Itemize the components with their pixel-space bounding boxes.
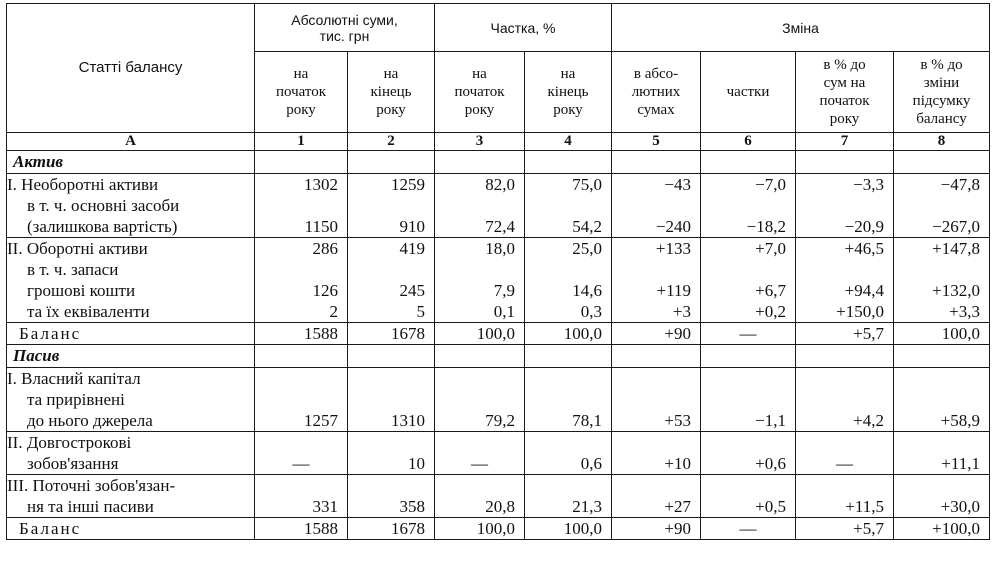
column-number: 5 (612, 133, 701, 151)
column-number: А (7, 133, 255, 151)
value-cell (255, 323, 348, 345)
cell-value: +53 (664, 411, 691, 430)
value-cell (525, 368, 612, 432)
cell-value: 910 (399, 217, 425, 236)
row-label-line: ня та інші пасиви (27, 497, 154, 516)
cell-value: +3 (672, 302, 691, 321)
cell-value: 358 (399, 497, 425, 516)
subheader-line: на (293, 66, 309, 82)
cell-value: −3,3 (853, 175, 884, 194)
cell-value: +11,1 (941, 454, 980, 473)
cell-value: +3,3 (949, 302, 980, 321)
subheader-col-4 (525, 52, 612, 133)
value-cell (612, 368, 701, 432)
cell-value (525, 368, 611, 389)
cell-value (435, 432, 524, 453)
value-cell (255, 368, 348, 432)
value-cell (796, 323, 894, 345)
value-cell (525, 432, 612, 475)
cell-value: −240 (655, 217, 691, 236)
value-cell (701, 323, 796, 345)
cell-value: +58,9 (940, 411, 980, 430)
value-cell (525, 475, 612, 518)
cell-value (255, 389, 347, 410)
total-row (7, 323, 990, 345)
cell-value: −18,2 (746, 217, 786, 236)
value-cell (435, 475, 525, 518)
subheader-line: початок (275, 84, 327, 100)
table-row (7, 174, 990, 238)
header-absolute-sums: Абсолютні суми, тис. грн (255, 4, 435, 52)
subheader-line: року (553, 102, 583, 118)
empty-cell (796, 345, 894, 368)
value-cell (525, 323, 612, 345)
subheader-col-2 (348, 52, 435, 133)
cell-value (435, 368, 524, 389)
value-cell (255, 518, 348, 540)
value-cell (348, 432, 435, 475)
column-number: 1 (255, 133, 348, 151)
row-label (7, 323, 255, 345)
table-row (7, 432, 990, 475)
cell-value: +150,0 (836, 302, 884, 321)
cell-value: +30,0 (940, 497, 980, 516)
cell-value: +7,0 (755, 239, 786, 258)
cell-value: +94,4 (844, 281, 884, 300)
subheader-line: кінець (370, 84, 412, 100)
cell-value (255, 368, 347, 389)
cell-value: +0,6 (755, 454, 786, 473)
row-label-line: Баланс (19, 324, 82, 343)
cell-value: −47,8 (940, 175, 980, 194)
cell-value: 100,0 (476, 519, 515, 538)
column-number: 6 (701, 133, 796, 151)
subheader-line: балансу (916, 111, 967, 127)
cell-value: 75,0 (572, 175, 602, 194)
cell-value (612, 475, 700, 496)
subheader-line: на (472, 66, 487, 82)
cell-value: +11,5 (845, 497, 884, 516)
cell-value (348, 368, 434, 389)
cell-value: +90 (664, 519, 691, 538)
empty-cell (701, 151, 796, 174)
column-number: 8 (894, 133, 990, 151)
value-cell (894, 323, 990, 345)
cell-value (435, 389, 524, 410)
cell-value (894, 259, 989, 280)
value-cell (255, 475, 348, 518)
cell-value: +147,8 (932, 239, 980, 258)
value-cell (701, 475, 796, 518)
cell-value (255, 432, 347, 453)
subheader-line: року (286, 102, 316, 118)
cell-value (701, 368, 795, 389)
cell-value: 2 (329, 302, 338, 321)
cell-value: −43 (664, 175, 691, 194)
cell-value (701, 259, 795, 280)
value-cell (796, 368, 894, 432)
subheader-line: року (376, 102, 406, 118)
cell-value: 18,0 (485, 239, 515, 258)
row-label-line: II. Оборотні активи (7, 239, 148, 258)
value-cell (894, 174, 990, 238)
empty-cell (612, 345, 701, 368)
cell-value (796, 432, 893, 453)
empty-cell (894, 151, 990, 174)
row-label (7, 368, 255, 432)
value-cell (796, 475, 894, 518)
balance-analysis-table (6, 3, 990, 540)
empty-cell (796, 151, 894, 174)
empty-cell (612, 151, 701, 174)
cell-value: 100,0 (563, 519, 602, 538)
value-cell (525, 174, 612, 238)
value-cell (435, 238, 525, 323)
row-label-line: II. Довгострокові (7, 433, 132, 452)
cell-value: 1259 (391, 175, 425, 194)
cell-value: 1678 (391, 519, 425, 538)
cell-value (525, 195, 611, 216)
subheader-line: підсумку (912, 93, 971, 109)
subheader-col-5 (612, 52, 701, 133)
cell-value (612, 195, 700, 216)
value-cell (348, 323, 435, 345)
value-cell (348, 174, 435, 238)
cell-value: +6,7 (755, 281, 786, 300)
row-label (7, 432, 255, 475)
cell-value (701, 389, 795, 410)
cell-value: 100,0 (476, 324, 515, 343)
subheader-line: сум на (823, 75, 866, 91)
value-cell (435, 432, 525, 475)
value-cell (701, 174, 796, 238)
row-label (7, 518, 255, 540)
value-cell (348, 518, 435, 540)
cell-value: 72,4 (485, 217, 515, 236)
cell-value: 0,6 (580, 454, 602, 473)
subheader-line: зміни (923, 75, 960, 91)
subheader-line: лютних (631, 84, 681, 100)
row-label-line: (залишкова вартість) (27, 217, 178, 236)
cell-value (435, 475, 524, 496)
value-cell (701, 518, 796, 540)
cell-value: 1678 (391, 324, 425, 343)
cell-value (701, 432, 795, 453)
section-row (7, 151, 990, 174)
cell-value (348, 259, 434, 280)
value-cell (612, 238, 701, 323)
cell-value (525, 475, 611, 496)
cell-value: 5 (416, 302, 425, 321)
section-row (7, 345, 990, 368)
cell-value: 1588 (304, 324, 338, 343)
table-row (7, 238, 990, 323)
cell-value (796, 259, 893, 280)
subheader-col-7 (796, 52, 894, 133)
cell-value: 82,0 (485, 175, 515, 194)
cell-value (796, 195, 893, 216)
cell-value (701, 195, 795, 216)
table-row (7, 475, 990, 518)
value-cell (435, 174, 525, 238)
empty-cell (348, 345, 435, 368)
value-cell (701, 368, 796, 432)
subheader-line: року (829, 111, 860, 127)
cell-value (894, 368, 989, 389)
cell-value: +27 (664, 497, 691, 516)
cell-value (525, 432, 611, 453)
cell-value: +0,5 (755, 497, 786, 516)
subheader-col-3 (435, 52, 525, 133)
cell-value: 10 (408, 454, 425, 473)
subheader-col-8 (894, 52, 990, 133)
subheader-line: початок (819, 93, 870, 109)
value-cell (525, 238, 612, 323)
cell-value (348, 432, 434, 453)
value-cell (348, 238, 435, 323)
cell-value: −1,1 (755, 411, 786, 430)
cell-value (894, 389, 989, 410)
header-change: Зміна (612, 4, 990, 52)
cell-value (894, 432, 989, 453)
empty-cell (701, 345, 796, 368)
row-label-line: та прирівнені (27, 390, 125, 409)
cell-value (612, 389, 700, 410)
row-label-line: в т. ч. основні засоби (27, 196, 180, 215)
value-cell (894, 368, 990, 432)
row-label-line: Баланс (19, 519, 82, 538)
cell-value: 21,3 (572, 497, 602, 516)
subheader-col-6 (701, 52, 796, 133)
empty-cell (525, 345, 612, 368)
empty-cell (348, 151, 435, 174)
cell-value: −20,9 (844, 217, 884, 236)
cell-value: +46,5 (844, 239, 884, 258)
cell-value (612, 432, 700, 453)
cell-value (435, 259, 524, 280)
header-balance-items: Статті балансу (7, 4, 255, 133)
value-cell (435, 323, 525, 345)
row-label-line: III. Поточні зобов'язан- (7, 476, 176, 495)
cell-value: −267,0 (932, 217, 980, 236)
value-cell (348, 368, 435, 432)
row-label-line: в т. ч. запаси (27, 260, 119, 279)
row-label (7, 174, 255, 238)
cell-value: 79,2 (485, 411, 515, 430)
value-cell (525, 518, 612, 540)
value-cell (894, 432, 990, 475)
cell-value (255, 195, 347, 216)
subheader-line: частки (726, 84, 770, 100)
cell-value: +100,0 (932, 519, 980, 538)
value-cell (612, 432, 701, 475)
row-label-line: зобов'язання (27, 454, 119, 473)
cell-value: +5,7 (853, 519, 884, 538)
value-cell (348, 475, 435, 518)
cell-value: — (739, 324, 757, 343)
value-cell (796, 518, 894, 540)
cell-value: 20,8 (485, 497, 515, 516)
cell-value (894, 475, 989, 496)
empty-cell (525, 151, 612, 174)
row-label-line: I. Власний капітал (7, 369, 141, 388)
cell-value: 25,0 (572, 239, 602, 258)
subheader-line: в % до (823, 57, 866, 73)
column-number: 4 (525, 133, 612, 151)
value-cell (796, 432, 894, 475)
cell-value: 7,9 (493, 281, 515, 300)
value-cell (255, 238, 348, 323)
value-cell (612, 323, 701, 345)
subheader-col-1 (255, 52, 348, 133)
cell-value: 286 (312, 239, 338, 258)
value-cell (796, 238, 894, 323)
cell-value: — (739, 519, 757, 538)
cell-value: 0,1 (493, 302, 515, 321)
subheader-line: на (383, 66, 399, 82)
cell-value (348, 389, 434, 410)
subheader-line: сумах (637, 102, 675, 118)
value-cell (894, 238, 990, 323)
cell-value: 1257 (304, 411, 338, 430)
cell-value: +4,2 (853, 411, 884, 430)
total-row (7, 518, 990, 540)
subheader-line: початок (454, 84, 505, 100)
cell-value (701, 475, 795, 496)
row-label-line: до нього джерела (27, 411, 153, 430)
column-number: 7 (796, 133, 894, 151)
cell-value (525, 259, 611, 280)
section-label: Пасив (7, 345, 255, 368)
cell-value: +90 (664, 324, 691, 343)
cell-value: 78,1 (572, 411, 602, 430)
value-cell (435, 518, 525, 540)
subheader-line: в % до (920, 57, 963, 73)
empty-cell (894, 345, 990, 368)
cell-value: 100,0 (563, 324, 602, 343)
value-cell (894, 518, 990, 540)
cell-value (612, 368, 700, 389)
empty-cell (435, 151, 525, 174)
cell-value: 245 (399, 281, 425, 300)
cell-value: +5,7 (853, 324, 884, 343)
row-label-line: та їх еквіваленти (27, 302, 150, 321)
cell-value: +133 (655, 239, 691, 258)
value-cell (796, 174, 894, 238)
cell-value: +119 (656, 281, 691, 300)
value-cell (894, 475, 990, 518)
empty-cell (435, 345, 525, 368)
cell-value: — (836, 454, 853, 473)
cell-value: 100,0 (941, 324, 980, 343)
value-cell (435, 368, 525, 432)
cell-value: 14,6 (572, 281, 602, 300)
row-label-line: грошові кошти (27, 281, 136, 300)
subheader-line: року (464, 102, 495, 118)
empty-cell (255, 345, 348, 368)
cell-value: +132,0 (932, 281, 980, 300)
value-cell (255, 174, 348, 238)
cell-value: 331 (312, 497, 338, 516)
value-cell (701, 432, 796, 475)
column-number: 3 (435, 133, 525, 151)
cell-value: 1310 (391, 411, 425, 430)
cell-value: +10 (664, 454, 691, 473)
header-share-percent: Частка, % (435, 4, 612, 52)
column-number: 2 (348, 133, 435, 151)
value-cell (612, 475, 701, 518)
cell-value: — (292, 454, 310, 473)
row-label (7, 475, 255, 518)
cell-value (255, 475, 347, 496)
cell-value (894, 195, 989, 216)
row-label-line: I. Необоротні активи (7, 175, 159, 194)
cell-value: — (471, 454, 488, 473)
row-label (7, 238, 255, 323)
cell-value: 1302 (304, 175, 338, 194)
subheader-line: в абсо- (633, 66, 679, 82)
cell-value: 126 (312, 281, 338, 300)
value-cell (612, 518, 701, 540)
cell-value (348, 475, 434, 496)
cell-value: −7,0 (755, 175, 786, 194)
value-cell (612, 174, 701, 238)
cell-value (796, 368, 893, 389)
cell-value: 1150 (304, 217, 338, 236)
subheader-line: кінець (547, 84, 589, 100)
cell-value (255, 259, 347, 280)
table-row (7, 368, 990, 432)
cell-value (796, 475, 893, 496)
cell-value: +0,2 (755, 302, 786, 321)
cell-value: 419 (399, 239, 425, 258)
cell-value (612, 259, 700, 280)
cell-value (796, 389, 893, 410)
value-cell (701, 238, 796, 323)
value-cell (255, 432, 348, 475)
cell-value: 1588 (304, 519, 338, 538)
cell-value (348, 195, 434, 216)
subheader-line: на (560, 66, 576, 82)
cell-value (525, 389, 611, 410)
empty-cell (255, 151, 348, 174)
cell-value: 0,3 (580, 302, 602, 321)
section-label: Актив (7, 151, 255, 174)
cell-value: 54,2 (572, 217, 602, 236)
cell-value (435, 195, 524, 216)
